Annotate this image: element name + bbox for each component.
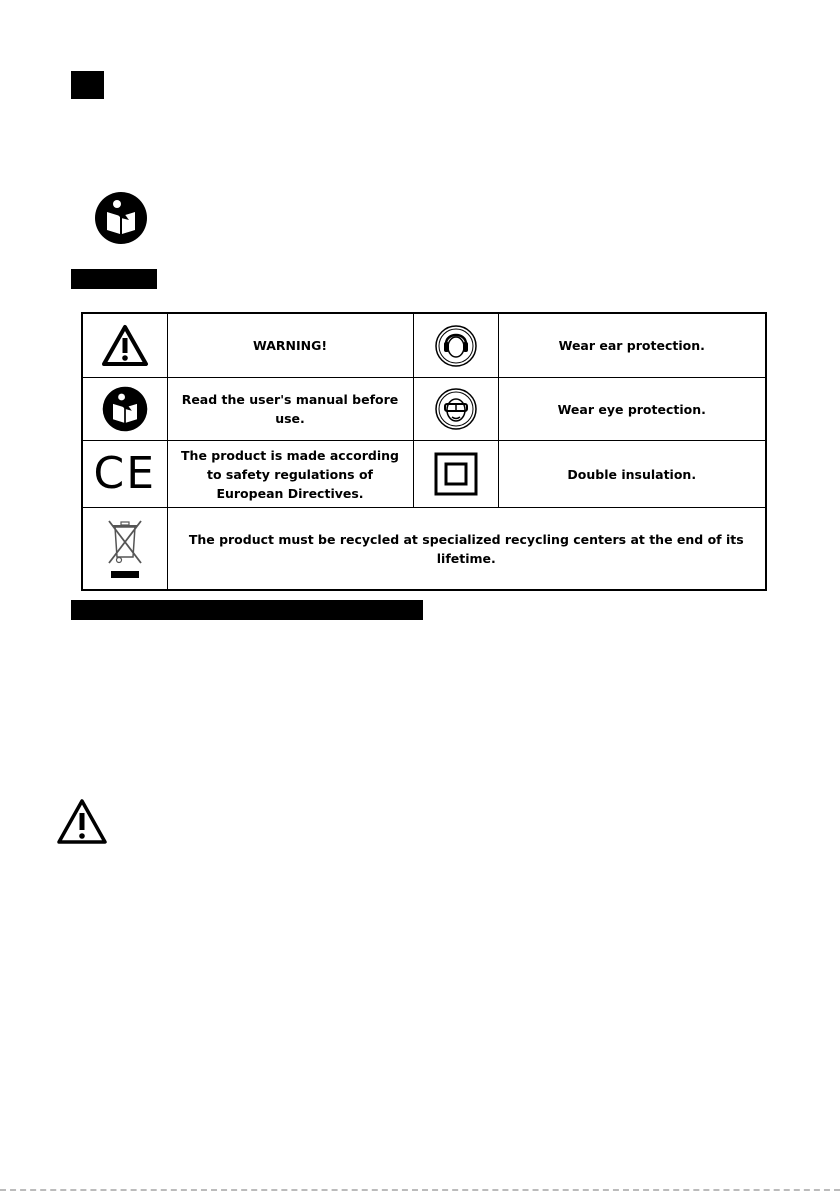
eye-protection-cell	[413, 378, 498, 441]
double-insulation-icon	[433, 451, 479, 497]
warning-cell	[82, 313, 167, 378]
ear-protection-cell	[413, 313, 498, 378]
symbols-table	[81, 312, 767, 591]
table-row	[82, 508, 766, 591]
eye-protection-icon	[434, 387, 478, 431]
ce-mark-icon: CE	[93, 448, 157, 499]
warning-triangle-icon	[101, 324, 149, 368]
recycle-text: The product must be recycled at specialized recycling centers at the end of its lifetime.	[167, 508, 766, 591]
warning-triangle-icon	[56, 798, 108, 846]
redacted-block-top	[71, 71, 104, 99]
recycle-cell	[82, 508, 167, 591]
read-manual-text: Read the user's manual before use.	[167, 378, 413, 441]
redacted-heading-bar	[71, 269, 157, 289]
ear-protection-icon	[434, 324, 478, 368]
table-row	[82, 313, 766, 378]
table-row	[82, 441, 766, 508]
double-insulation-text: Double insulation.	[498, 441, 766, 508]
read-manual-icon	[101, 385, 149, 433]
ce-text: The product is made according to safety regulations of European Directives.	[167, 441, 413, 508]
double-insulation-cell	[413, 441, 498, 508]
ce-mark-cell	[82, 441, 167, 508]
ear-protection-text: Wear ear protection.	[498, 313, 766, 378]
warning-text: WARNING!	[167, 313, 413, 378]
crossed-bin-icon	[105, 517, 145, 581]
read-manual-icon	[93, 190, 149, 246]
table-row	[82, 378, 766, 441]
redacted-section-bar	[71, 600, 423, 620]
eye-protection-text: Wear eye protection.	[498, 378, 766, 441]
read-manual-cell	[82, 378, 167, 441]
page-bottom-edge	[0, 1189, 840, 1191]
